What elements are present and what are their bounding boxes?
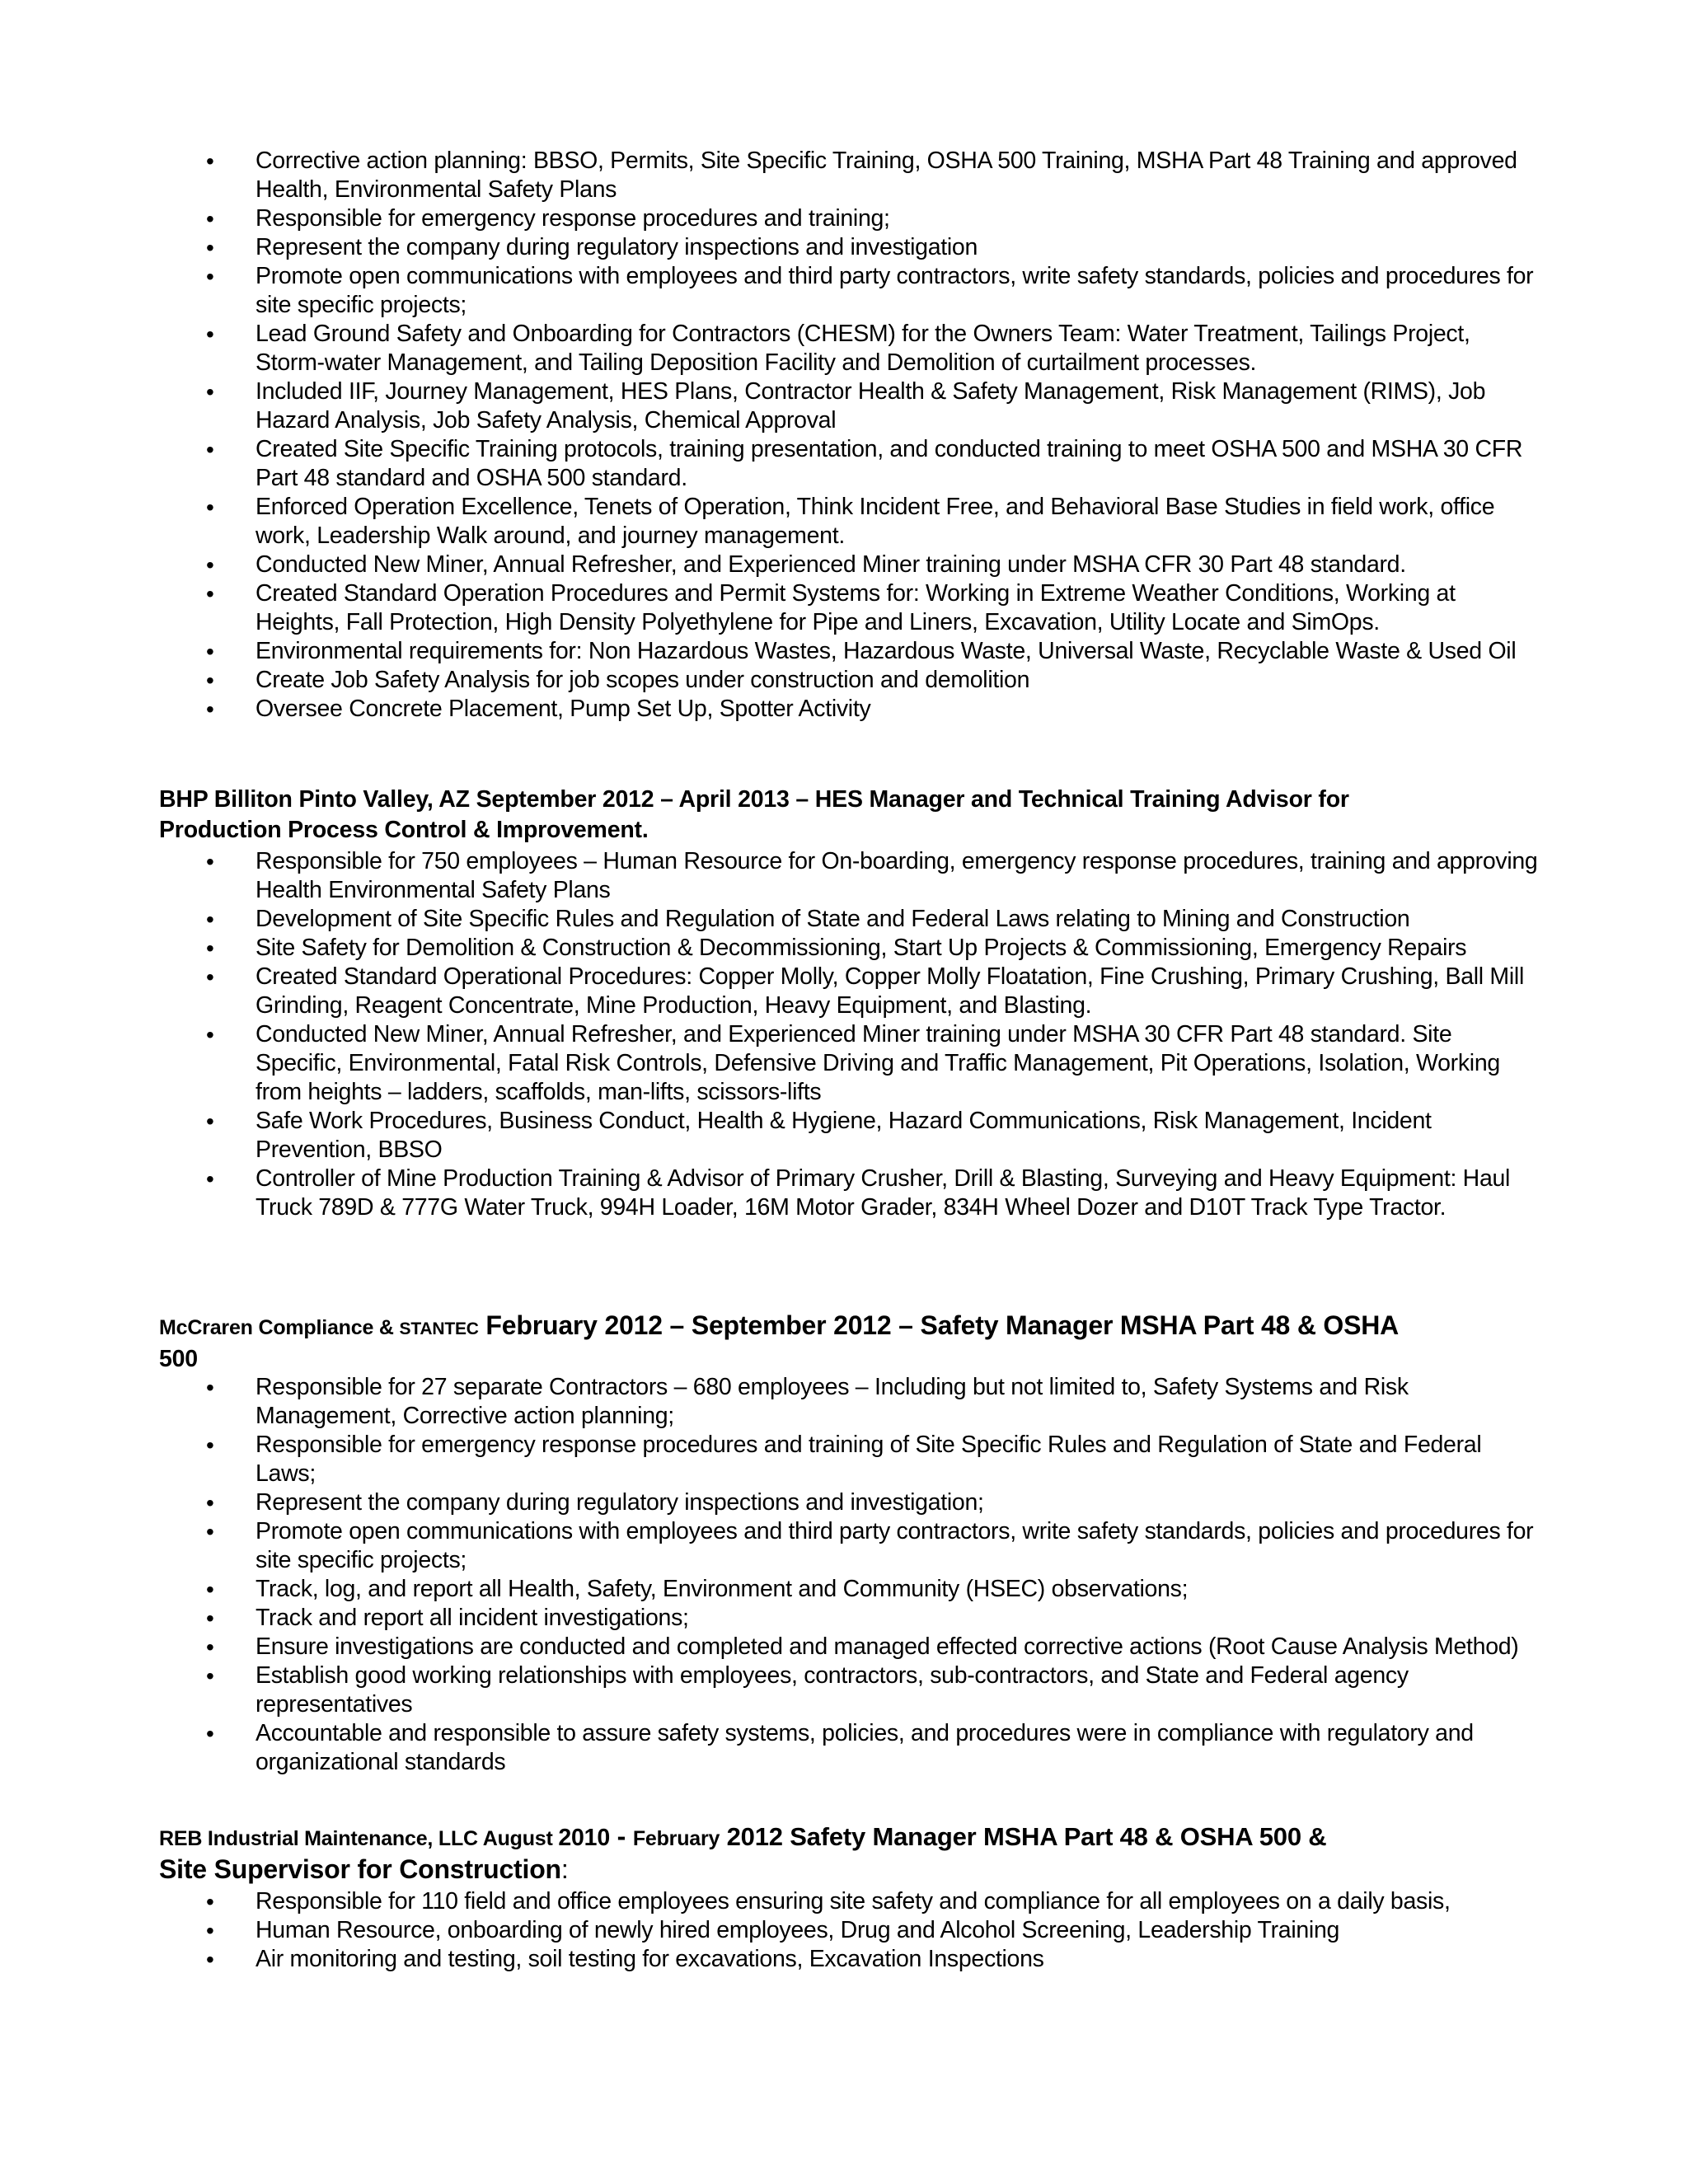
- job-duties-list: [206, 1373, 1541, 1777]
- bullet-item: • Enforced Operation Excellence, Tenets of Operation, Think Incident Free, and Behavioral Base Studies in field work, office work, Leadership Walk around, and journey management.: [206, 493, 1541, 551]
- job-heading-line: [159, 1854, 1560, 1885]
- date-dash: -: [609, 1821, 633, 1851]
- bullet-item: • Track, log, and report all Health, Safety, Environment and Community (HSEC) observations;: [206, 1575, 1541, 1604]
- job-heading-mccraren: [159, 1310, 1560, 1375]
- bullet-item: • Conducted New Miner, Annual Refresher, and Experienced Miner training under MSHA 30 CFR Part 48 standard. Site Specific, Environmental, Fatal Risk Controls, Defensive Driving and Traffic Management, Pit Operations, Isolation, Working from heights – ladders, scaffolds, man-lifts, scissors-lifts: [206, 1020, 1541, 1107]
- bullet-item: • Created Standard Operation Procedures and Permit Systems for: Working in Extreme Weather Conditions, Working at Heights, Fall Protection, High Density Polyethylene for Pipe and Liners, Excavation, Utility Locate and SimOps.: [206, 579, 1541, 637]
- job-heading-line: Production Process Control & Improvement.: [159, 817, 649, 843]
- bullet-item: • Air monitoring and testing, soil testing for excavations, Excavation Inspections: [206, 1945, 1541, 1974]
- bullet-item: • Conducted New Miner, Annual Refresher, and Experienced Miner training under MSHA CFR 30 Part 48 standard.: [206, 551, 1541, 579]
- job-heading-line: 500: [159, 1346, 198, 1372]
- bullet-item: • Responsible for emergency response procedures and training;: [206, 204, 1541, 233]
- bullet-item: • Included IIF, Journey Management, HES Plans, Contractor Health & Safety Management, Risk Management (RIMS), Job Hazard Analysis, Job Safety Analysis, Chemical Approval: [206, 377, 1541, 435]
- bullet-item: • Responsible for 750 employees – Human Resource for On-boarding, emergency response procedures, training and approving Health Environmental Safety Plans: [206, 847, 1541, 905]
- bullet-item: • Created Standard Operational Procedures: Copper Molly, Copper Molly Floatation, Fine Crushing, Primary Crushing, Ball Mill Grinding, Reagent Concentrate, Mine Production, Heavy Equipment, and Blasting.: [206, 963, 1541, 1020]
- bullet-item: • Safe Work Procedures, Business Conduct, Health & Hygiene, Hazard Communications, Risk Management, Incident Prevention, BBSO: [206, 1107, 1541, 1165]
- bullet-item: • Responsible for 110 field and office employees ensuring site safety and compliance for all employees on a daily basis,: [206, 1887, 1541, 1916]
- bullet-item: • Created Site Specific Training protocols, training presentation, and conducted training to meet OSHA 500 and MSHA 30 CFR Part 48 standard and OSHA 500 standard.: [206, 435, 1541, 493]
- bullet-item: • Promote open communications with employees and third party contractors, write safety standards, policies and procedures for site specific projects;: [206, 1517, 1541, 1575]
- job-title: 2012 Safety Manager MSHA Part 48 & OSHA 500 &: [720, 1822, 1327, 1851]
- end-month: February: [632, 1827, 720, 1850]
- job-duties-list: [206, 1887, 1541, 1974]
- bullet-item: • Responsible for emergency response procedures and training of Site Specific Rules and Regulation of State and Federal Laws;: [206, 1431, 1541, 1488]
- job-heading-line: [159, 1310, 1560, 1344]
- bullet-item: • Create Job Safety Analysis for job scopes under construction and demolition: [206, 666, 1541, 695]
- job-title: February 2012 – September 2012 – Safety Manager MSHA Part 48 & OSHA: [478, 1310, 1400, 1340]
- bullet-item: • Controller of Mine Production Training & Advisor of Primary Crusher, Drill & Blasting, Surveying and Heavy Equipment: Haul Truck 789D & 777G Water Truck, 994H Loader, 16M Motor Grader, 834H Wheel Dozer and D10T Track Type Tractor.: [206, 1165, 1541, 1222]
- bullet-item: • Oversee Concrete Placement, Pump Set Up, Spotter Activity: [206, 695, 1541, 724]
- job-duties-list: [206, 847, 1541, 1222]
- job-heading-line: [159, 1821, 1560, 1854]
- bullet-item: • Corrective action planning: BBSO, Permits, Site Specific Training, OSHA 500 Training, MSHA Part 48 Training and approved Health, Environmental Safety Plans: [206, 147, 1541, 204]
- bullet-item: • Establish good working relationships with employees, contractors, sub-contractors, and State and Federal agency representatives: [206, 1661, 1541, 1719]
- heading-colon: :: [560, 1854, 569, 1884]
- bullet-item: • Promote open communications with employees and third party contractors, write safety standards, policies and procedures for site specific projects;: [206, 262, 1541, 320]
- company-name: McCraren Compliance &: [159, 1316, 400, 1339]
- job-heading-reb-industrial: [159, 1821, 1560, 1885]
- bullet-item: • Represent the company during regulatory inspections and investigation;: [206, 1488, 1541, 1517]
- company-name: REB Industrial Maintenance, LLC August: [159, 1827, 559, 1850]
- bullet-item: • Development of Site Specific Rules and Regulation of State and Federal Laws relating to Mining and Construction: [206, 905, 1541, 934]
- bullet-item: • Human Resource, onboarding of newly hired employees, Drug and Alcohol Screening, Leadership Training: [206, 1916, 1541, 1945]
- bullet-item: • Responsible for 27 separate Contractors – 680 employees – Including but not limited to, Safety Systems and Risk Management, Corrective action planning;: [206, 1373, 1541, 1431]
- job-heading-line: BHP Billiton Pinto Valley, AZ September 2012 – April 2013 – HES Manager and Technical Training Advisor for: [159, 786, 1349, 813]
- bullet-item: • Track and report all incident investigations;: [206, 1604, 1541, 1633]
- bullet-item: • Represent the company during regulatory inspections and investigation: [206, 233, 1541, 262]
- bullet-item: • Site Safety for Demolition & Construction & Decommissioning, Start Up Projects & Commissioning, Emergency Repairs: [206, 934, 1541, 963]
- job-duties-list: [206, 147, 1541, 724]
- job-heading-bhp-billiton: [159, 785, 1560, 846]
- start-year: 2010: [558, 1825, 610, 1851]
- company-name-stantec: STANTEC: [399, 1319, 479, 1338]
- bullet-item: • Accountable and responsible to assure safety systems, policies, and procedures were in compliance with regulatory and organizational standards: [206, 1719, 1541, 1777]
- job-title-line2: Site Supervisor for Construction: [159, 1854, 561, 1884]
- bullet-item: • Environmental requirements for: Non Hazardous Wastes, Hazardous Waste, Universal Waste, Recyclable Waste & Used Oil: [206, 637, 1541, 666]
- bullet-item: • Ensure investigations are conducted and completed and managed effected corrective actions (Root Cause Analysis Method): [206, 1633, 1541, 1661]
- bullet-item: • Lead Ground Safety and Onboarding for Contractors (CHESM) for the Owners Team: Water Treatment, Tailings Project, Storm-water Management, and Tailing Deposition Facility and Demolition of curtailment processes.: [206, 320, 1541, 377]
